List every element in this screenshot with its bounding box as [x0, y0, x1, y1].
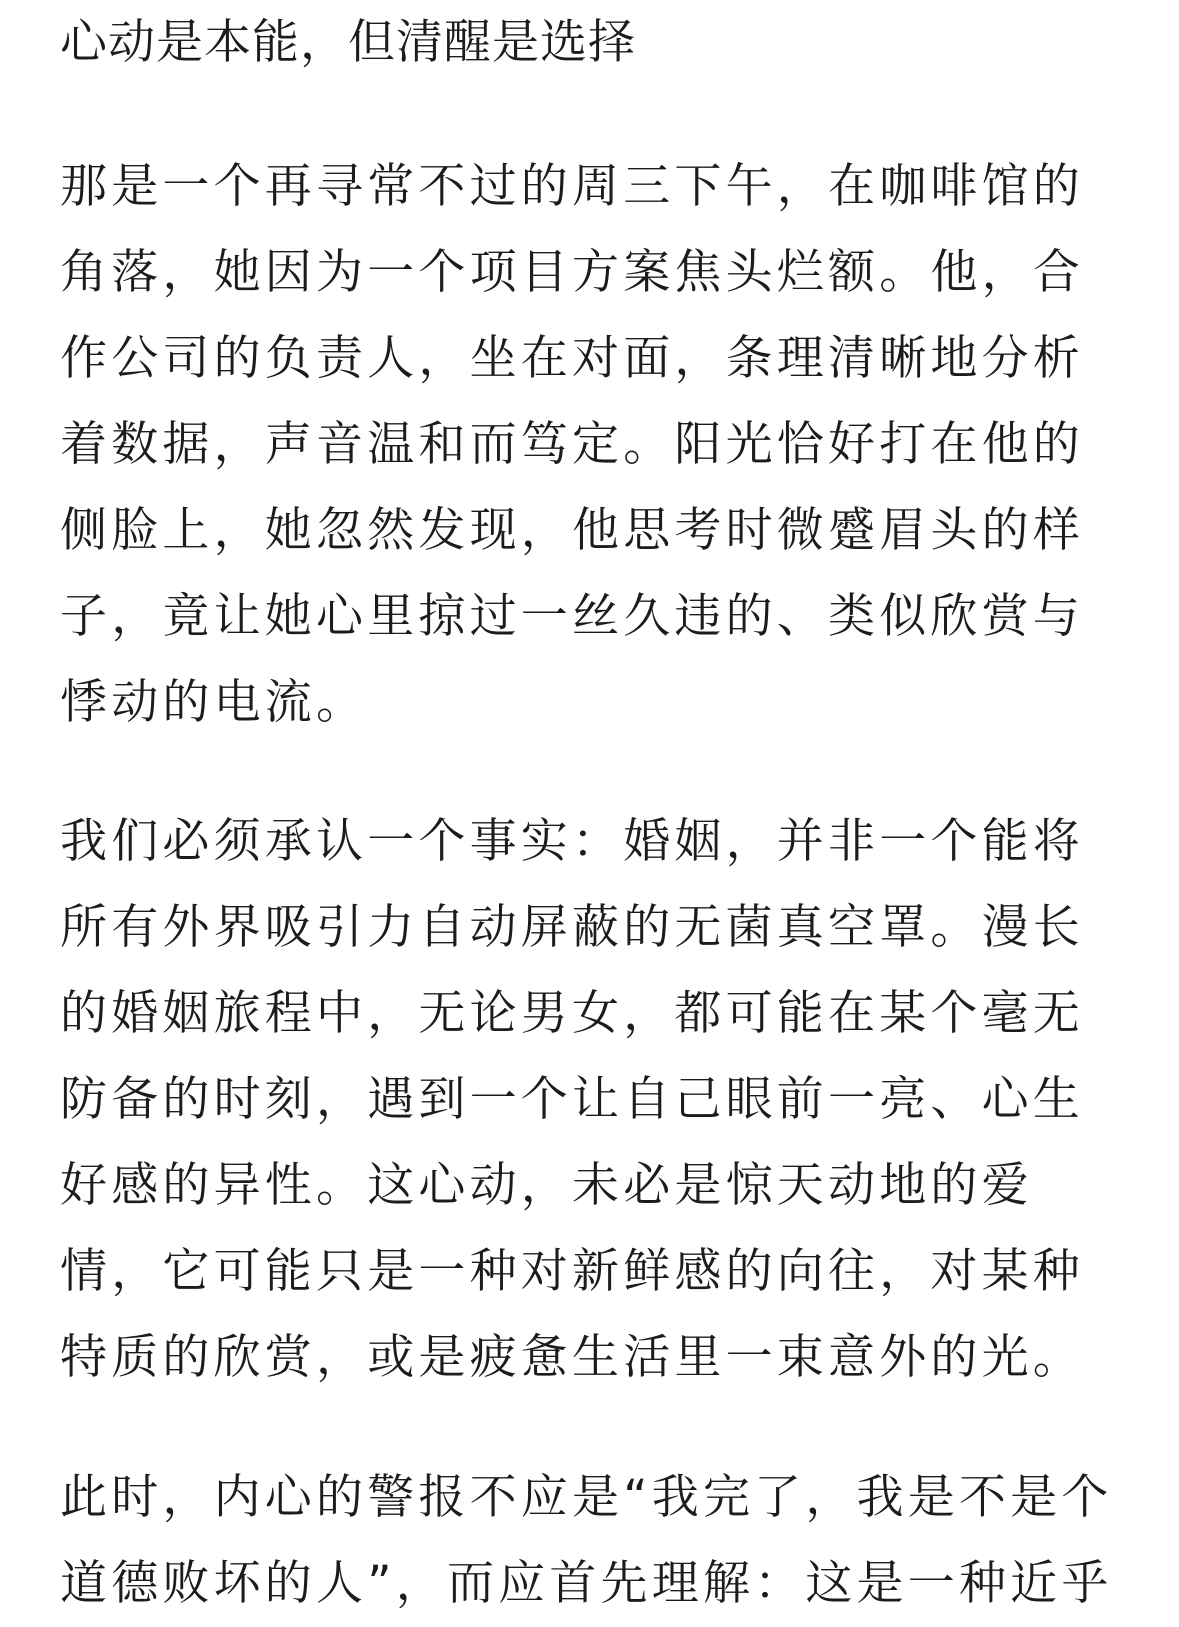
- paragraph-line: 着数据，声音温和而笃定。阳光恰好打在他的: [60, 417, 1084, 472]
- paragraph-line: 特质的欣赏，或是疲惫生活里一束意外的光。: [60, 1330, 1084, 1385]
- paragraph-line: 悸动的电流。: [60, 675, 368, 730]
- paragraph-line: 防备的时刻，遇到一个让自己眼前一亮、心生: [60, 1072, 1084, 1127]
- paragraph-line: 子，竟让她心里掠过一丝久违的、类似欣赏与: [60, 589, 1084, 644]
- paragraph-line: 情，它可能只是一种对新鲜感的向往，对某种: [60, 1244, 1084, 1299]
- paragraph-line: 侧脸上，她忽然发现，他思考时微蹙眉头的样: [60, 503, 1084, 558]
- paragraph-line: 角落，她因为一个项目方案焦头烂额。他，合: [60, 245, 1084, 300]
- paragraph-1: [60, 144, 1084, 746]
- article-title: 心动是本能，但清醒是选择: [60, 15, 636, 70]
- paragraph-line: 道德败坏的人”，而应首先理解：这是一种近乎: [60, 1556, 1113, 1611]
- paragraph-line: 作公司的负责人，坐在对面，条理清晰地分析: [60, 331, 1084, 386]
- paragraph-line: 此时，内心的警报不应是“我完了，我是不是个: [60, 1470, 1113, 1525]
- paragraph-line: 我们必须承认一个事实：婚姻，并非一个能将: [60, 814, 1084, 869]
- paragraph-line: 所有外界吸引力自动屏蔽的无菌真空罩。漫长: [60, 900, 1084, 955]
- paragraph-line: 那是一个再寻常不过的周三下午，在咖啡馆的: [60, 159, 1084, 214]
- paragraph-line: 的婚姻旅程中，无论男女，都可能在某个毫无: [60, 986, 1084, 1041]
- paragraph-line: 好感的异性。这心动，未必是惊天动地的爱: [60, 1158, 1033, 1213]
- paragraph-2: [60, 799, 1084, 1401]
- paragraph-3: [60, 1455, 1113, 1627]
